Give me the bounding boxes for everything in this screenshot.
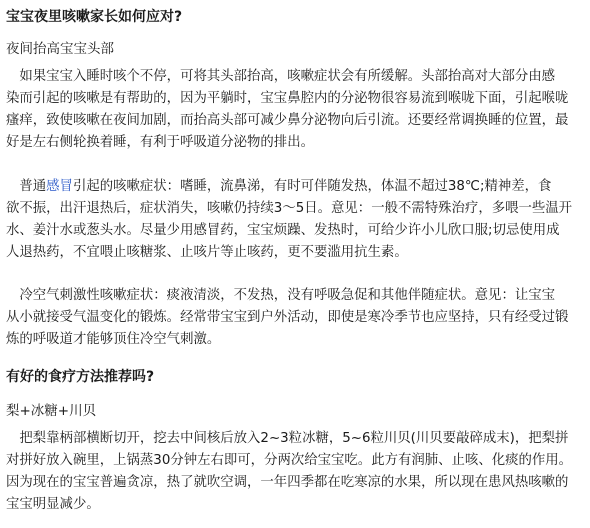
paragraph-line: 对拼好放入碗里，上锅蒸30分钟左右即可，分两次给宝宝吃。此方有润肺、止咳、化痰的作用。 (6, 453, 573, 468)
paragraph-line: 好是左右侧轮换着睡，有利于呼吸道分泌物的排出。 (6, 135, 314, 150)
section-title-night-cough: 宝宝夜里咳嗽家长如何应对? (6, 9, 183, 25)
paragraph-line: 因为现在的宝宝普遍贪凉，热了就吹空调，一年四季都在吃寒凉的水果，所以现在患风热咳嗽的 (6, 475, 569, 490)
text-fragment: 引起的咳嗽症状：嗜睡，流鼻涕，有时可伴随发热，体温不超过38℃;精神差，食 (72, 179, 552, 194)
paragraph-line: 水、姜汁水或葱头水。尽量少用感冒药，宝宝烦躁、发热时，可给少许小儿欣口服;切忌使用成 (6, 223, 560, 238)
paragraph-line: 宝宝明显减少。 (6, 497, 100, 512)
paragraph-line: 从小就接受气温变化的锻炼。经常带宝宝到户外活动，即使是寒冷季节也应坚持，只有经受过锻 (6, 310, 569, 325)
subheading-pear-recipe: 梨+冰糖+川贝 (6, 403, 97, 419)
paragraph-common-cold-cough (6, 176, 586, 264)
paragraph-line (6, 176, 586, 198)
cold-link[interactable]: 感冒 (46, 179, 73, 194)
paragraph-line: 人退热药，不宜喂止咳糖浆、止咳片等止咳药，更不要滥用抗生素。 (6, 245, 408, 260)
section-title-food-therapy: 有好的食疗方法推荐吗? (6, 369, 155, 385)
text-fragment: 普通 (6, 179, 47, 194)
paragraph-line: 冷空气刺激性咳嗽症状：痰液清淡，不发热，没有呼吸急促和其他伴随症状。意见：让宝宝 (6, 288, 556, 303)
paragraph-raise-head (6, 66, 586, 154)
paragraph-line: 炼的呼吸道才能够顶住冷空气刺激。 (6, 332, 221, 347)
paragraph-line: 欲不振，出汗退热后，症状消失，咳嗽仍持续3～5日。意见：一般不需特殊治疗，多喂一些温开 (6, 201, 573, 216)
paragraph-line: 瘙痒，致使咳嗽在夜间加剧，而抬高头部可减少鼻分泌物向后引流。还要经常调换睡的位置，最 (6, 113, 569, 128)
paragraph-line: 如果宝宝入睡时咳个不停，可将其头部抬高，咳嗽症状会有所缓解。头部抬高对大部分由感 (6, 69, 556, 84)
paragraph-line: 把梨靠柄部横断切开，挖去中间核后放入2~3粒冰糖，5~6粒川贝(川贝要敲碎成末)，把梨拼 (6, 431, 569, 446)
paragraph-cold-air-cough (6, 285, 586, 351)
paragraph-line: 染而引起的咳嗽是有帮助的，因为平躺时，宝宝鼻腔内的分泌物很容易流到喉咙下面，引起喉咙 (6, 91, 569, 106)
subheading-raise-head: 夜间抬高宝宝头部 (6, 41, 114, 57)
paragraph-pear-recipe (6, 428, 586, 516)
